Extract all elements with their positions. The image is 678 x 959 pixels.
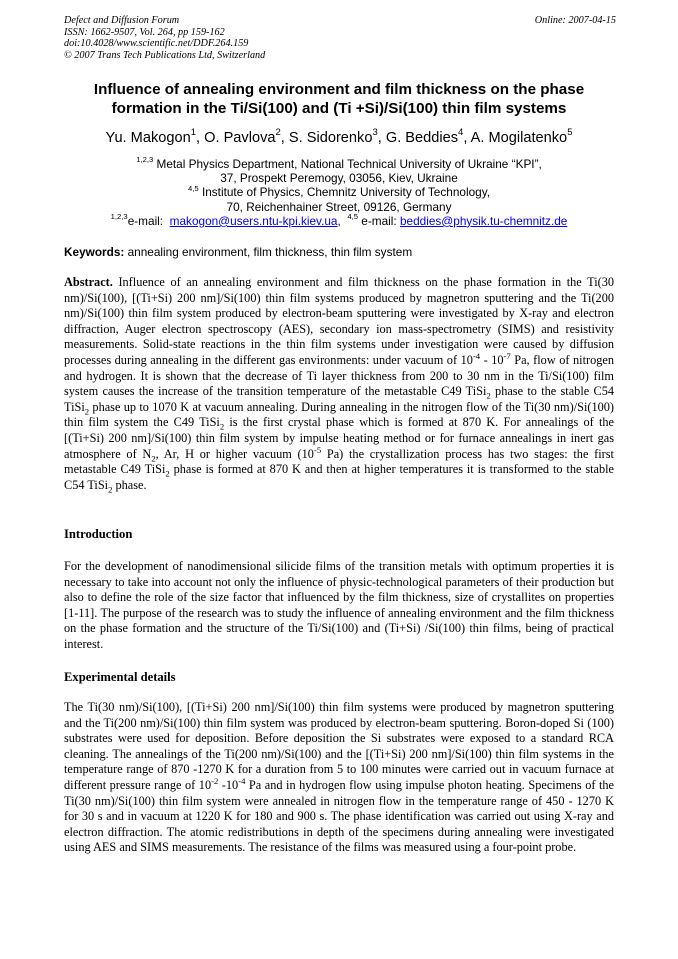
email-link-makogon[interactable]: makogon@users.ntu-kpi.kiev.ua: [169, 213, 338, 228]
paper-title: Influence of annealing environment and film thickness on the phase formation in the Ti/Si(100) and (Ti +Si)/Si(100) thin film systems: [93, 81, 585, 117]
keywords-text: annealing environment, film thickness, thin film system: [127, 245, 413, 259]
keywords: [64, 245, 412, 259]
email-link-beddies[interactable]: beddies@physik.tu-chemnitz.de: [399, 213, 568, 228]
journal-doi: doi:10.4028/www.scientific.net/DDF.264.159: [64, 38, 249, 50]
journal-issn: ISSN: 1662-9507, Vol. 264, pp 159-162: [64, 26, 225, 38]
online-date: Online: 2007-04-15: [534, 15, 616, 26]
affiliation-1: $^{1,2,3}$ Metal Physics Department, National Technical University of Ukraine “KPI”,: [136, 155, 542, 171]
author-list: [40, 128, 638, 148]
email-line: $^{1,2,3}$e-mail: makogon@users.ntu-kpi.kiev.ua, $^{4,5}$ e-mail: beddies@physik.tu-chemnitz.de: [110, 212, 568, 228]
affiliation-2-address: 70, Reichenhainer Street, 09126, Germany: [226, 199, 452, 214]
author: O. Pavlova$^2$,: [204, 127, 289, 146]
introduction-heading: Introduction: [64, 527, 133, 541]
journal-header: [64, 15, 265, 61]
experimental-text: The Ti(30 nm)/Si(100), [(Ti+Si) 200 nm]/Si(100) thin film systems were produced by magnetron sputtering and the Ti(200 nm)/Si(100) thin film system was produced by electron-beam sputtering. Boron-doped Si (100) substrates were used for deposition. Before deposition the Si substrates were exposed to a standard RCA cleaning. The annealings of the Ti(200 nm)/Si(100) and the [(Ti+Si) 200 nm]/Si(100) thin film systems in the temperature range of 870 -1270 K for a duration from 5 to 100 minutes were carried out in vacuum furnace at different pressure range of $10^{-2}$ $-10^{-4}$ Pa and in hydrogen flow using impulse photon heating. Specimens of the Ti(30 nm)/Si(100) thin film system were annealed in nitrogen flow in the temperature range of 450 - 1270 K for 30 s and in vacuum at 1220 K for 180 and 900 s. The phase identification was carried out using X-ray and electron diffraction. The atomic redistributions in depth of the specimens during annealing were investigated using AES and SIMS measurements. The resistance of the films was measured using a four-point probe.: [64, 700, 615, 855]
affiliation-2: $^{4,5}$ Institute of Physics, Chemnitz University of Technology,: [188, 183, 490, 200]
abstract: Abstract. Influence of an annealing environment and film thickness on the phase formation in the Ti(30 nm)/Si(100), [(Ti+Si) 200 nm]/Si(100) thin film systems produced by magnetron sputtering and the Ti(200 nm)/Si(100) thin film system produced by electron-beam sputtering were investigated by X-ray and electron diffraction, Auger electron spectroscopy (AES), secondary ion mass-spectrometry (SIMS) and resistivity measurements. Solid-state reactions in the thin film systems under investigation were caused by diffusion processes during annealing in the different gas environments: under vacuum of $10^{-4} - 10^{-7}$ Pa, flow of nitrogen and hydrogen. It is shown that the decrease of Ti layer thickness from 200 to 30 nm in the Ti/Si(100) film system causes the increase of the transition temperature of the metastable C49 TiSi$_2$ phase to the stable C54 TiSi$_2$ phase up to 1070 K at vacuum annealing. During annealing in the nitrogen flow of the Ti(30 nm)/Si(100) thin film system the C49 TiSi$_2$ is the first crystal phase which is formed at 870 K. For annealings of the [(Ti+Si) 200 nm]/Si(100) thin film system by impulse heating method or for furnace annealings in inert gas atmosphere of $N_2$, Ar, H or higher vacuum ($10^{-5}$ Pa) the crystallization process has two stages: the first metastable C49 TiSi$_2$ phase is formed at 870 K and then at higher temperatures it is transformed to the stable C54 TiSi$_2$ phase.: [64, 275, 615, 495]
abstract-label: Abstract.: [64, 275, 113, 289]
author: A. Mogilatenko$^5$: [470, 127, 573, 146]
experimental-heading: Experimental details: [64, 670, 176, 684]
affiliations: [40, 157, 638, 228]
author: S. Sidorenko$^3$,: [288, 127, 386, 146]
introduction-text: For the development of nanodimensional silicide films of the transition metals with optimum properties it is necessary to take into account not only the influence of physic-technological parameters of their production but also to define the role of the size factor that influenced by the film thickness, size of crystallites on properties [1-11]. The purpose of the research was to study the influence of annealing environment and the film thickness on the phase formation and the structure of the Ti/Si(100) and (Ti+Si) /Si(100) thin films, being of practical interest.: [64, 559, 614, 651]
affiliation-1-address: 37, Prospekt Peremogy, 03056, Kiev, Ukraine: [220, 171, 458, 186]
author: Yu. Makogon$^1$,: [105, 127, 205, 146]
journal-copyright: © 2007 Trans Tech Publications Ltd, Switzerland: [64, 49, 266, 61]
journal-name: Defect and Diffusion Forum: [64, 15, 180, 26]
author: G. Beddies$^4$,: [385, 127, 471, 146]
keywords-label: Keywords:: [64, 245, 125, 259]
